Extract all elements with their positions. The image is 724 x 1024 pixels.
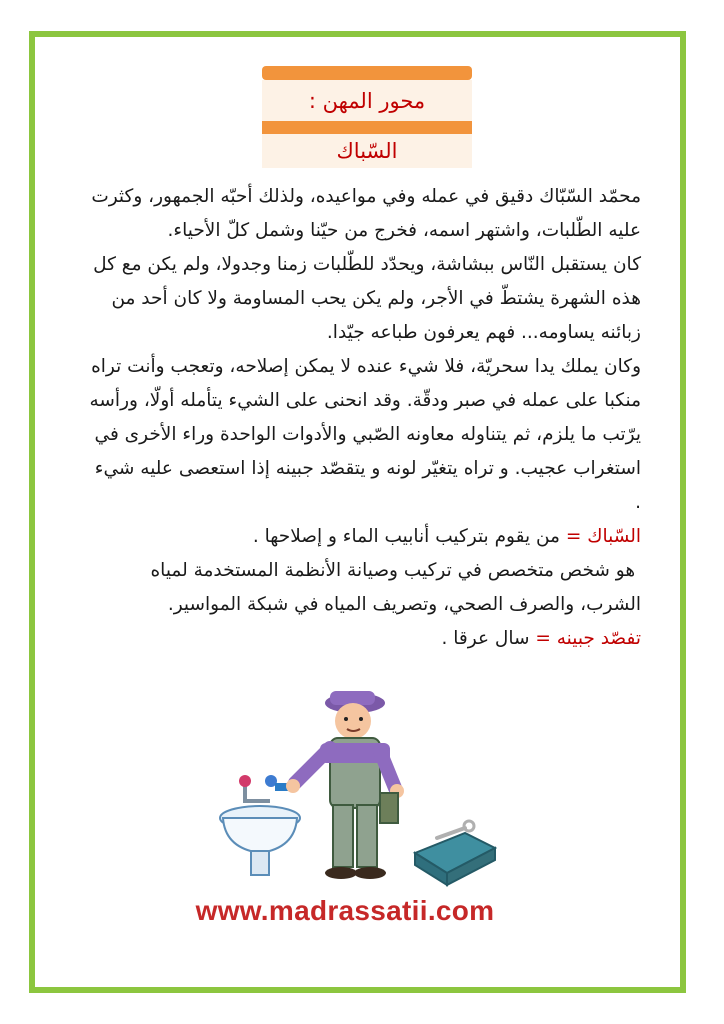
title-box xyxy=(262,66,472,168)
title-divider-bar xyxy=(262,121,472,134)
definition-term: تفصّد جبينه = xyxy=(535,628,641,649)
toolbox-icon xyxy=(415,821,495,885)
page-subtitle: السّباك xyxy=(262,134,472,168)
definition-2 xyxy=(88,554,641,622)
definition-text: سال عرقا . xyxy=(441,628,530,649)
definition-term: السّباك = xyxy=(565,526,641,547)
definition-text: من يقوم بتركيب أنابيب الماء و إصلاحها . xyxy=(252,526,560,547)
title-top-bar xyxy=(262,66,472,80)
paragraph-1: محمّد السّبّاك دقيق في عمله وفي مواعيده، ولذلك أحبّه الجمهور، وكثرت عليه الطّلبات، واشتهر اسمه، فخرج من حيّنا وشمل كلّ الأحياء. xyxy=(91,186,641,241)
paragraph-2: كان يستقبل النّاس ببشاشة، ويحدّد للطّلبات زمنا وجدولا، ولم يكن مع كل هذه الشهرة يشتطّ في الأجر، ولم يكن يحب المساومة ولا كان أحد من زبائنه يساومه... فهم يعرفون طباعه جيّدا. xyxy=(93,254,641,343)
definition-1 xyxy=(88,520,641,554)
page-title: محور المهن : xyxy=(262,80,472,121)
plumber-figure-icon xyxy=(286,691,404,879)
paragraph-3: وكان يملك يدا سحريّة، فلا شيء عنده لا يمكن إصلاحه، وتعجب وأنت تراه منكبا على عمله في صبر ودقّة. وقد انحنى على الشيء يتأمله أولّا، ورأسه يرّتب ما يلزم، ثم يتناوله معاونه الصّبي والأدوات الواحدة وراء الأخرى في استغراب عجيب. و تراه يتغيّر لونه و يتقصّد جبينه إذا استعصى عليه شيء . xyxy=(89,356,641,513)
plumber-illustration xyxy=(215,683,500,888)
website-watermark: www.madrassatii.com xyxy=(195,895,495,926)
definition-text: هو شخص متخصص في تركيب وصيانة الأنظمة المستخدمة لمياه الشرب، والصرف الصحي، وتصريف المياه في شبكة المواسير. xyxy=(150,560,641,615)
definition-3 xyxy=(88,622,641,656)
body-text xyxy=(88,180,641,656)
